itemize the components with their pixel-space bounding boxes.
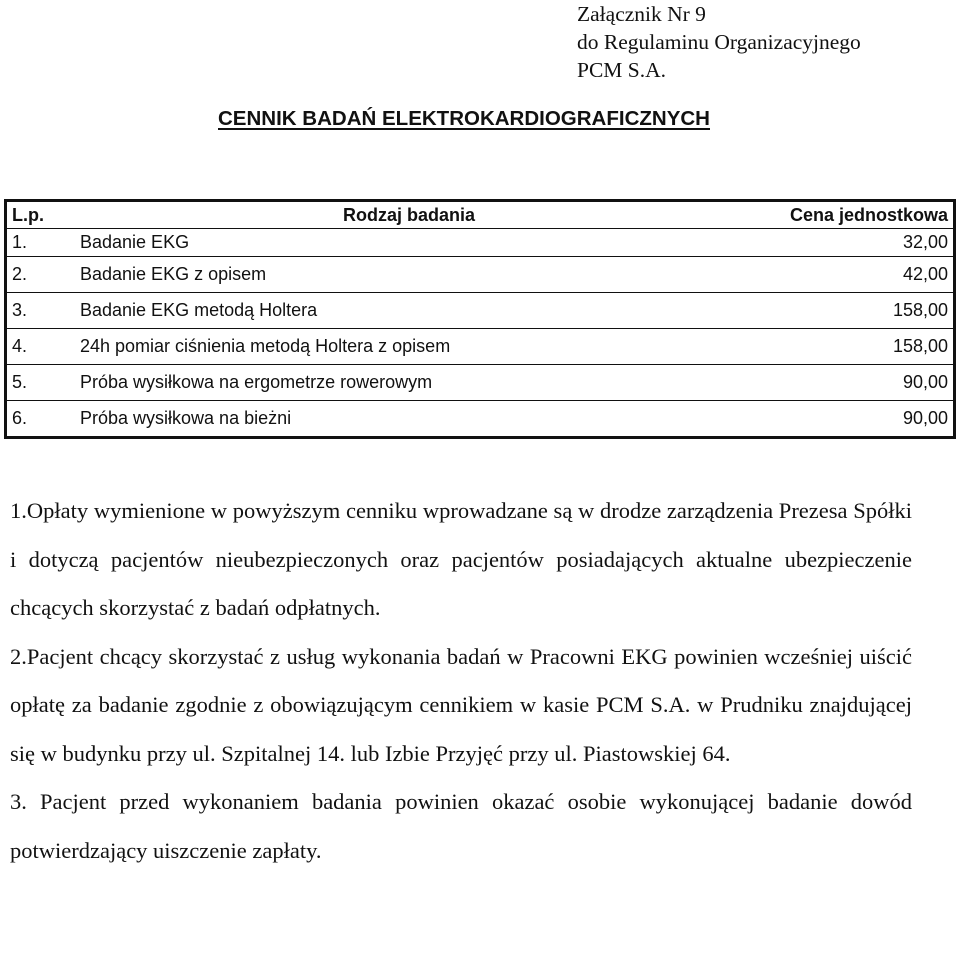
table-row — [6, 329, 955, 365]
header-unit-price: Cena jednostkowa — [743, 201, 955, 229]
row-exam-name: Próba wysiłkowa na ergometrze rowerowym — [75, 365, 743, 401]
page-title: CENNIK BADAŃ ELEKTROKARDIOGRAFICZNYCH — [218, 107, 710, 130]
annex-regulation: do Regulaminu Organizacyjnego — [577, 30, 861, 54]
annex-header — [577, 0, 861, 84]
table-row — [6, 401, 955, 438]
table-header-row — [6, 201, 955, 229]
table-row — [6, 293, 955, 329]
note-paragraph: 3. Pacjent przed wykonaniem badania powinien okazać osobie wykonującej badanie dowód potwierdzający uiszczenie zapłaty. — [10, 789, 912, 863]
row-lp: 2. — [6, 257, 76, 293]
table-row — [6, 257, 955, 293]
notes-section — [10, 487, 912, 875]
table-row — [6, 365, 955, 401]
table-row — [6, 229, 955, 257]
note-paragraph: 2.Pacjent chcący skorzystać z usług wykonania badań w Pracowni EKG powinien wcześniej uiścić opłatę za badanie zgodnie z obowiązującym cennikiem w kasie PCM S.A. w Prudniku znajdującej się w budynku przy ul. Szpitalnej 14. lub Izbie Przyjęć przy ul. Piastowskiej 64. — [10, 643, 912, 766]
row-exam-name: Próba wysiłkowa na bieżni — [75, 401, 743, 438]
row-price: 32,00 — [902, 232, 948, 252]
note-paragraph: 1.Opłaty wymienione w powyższym cenniku wprowadzane są w drodze zarządzenia Prezesa Spółki i dotyczą pacjentów nieubezpieczonych oraz pacjentów posiadających aktualne ubezpieczenie chcących skorzystać z badań odpłatnych. — [10, 498, 912, 620]
row-lp: 1. — [12, 232, 28, 252]
row-price: 90,00 — [743, 365, 955, 401]
row-exam-name: 24h pomiar ciśnienia metodą Holtera z opisem — [75, 329, 743, 365]
row-exam-name: Badanie EKG — [80, 232, 190, 252]
row-price: 42,00 — [743, 257, 955, 293]
row-exam-name: Badanie EKG metodą Holtera — [75, 293, 743, 329]
row-price: 158,00 — [743, 293, 955, 329]
row-lp: 5. — [6, 365, 76, 401]
row-lp: 3. — [6, 293, 76, 329]
annex-number: Załącznik Nr 9 — [577, 2, 706, 26]
row-lp: 4. — [6, 329, 76, 365]
annex-company: PCM S.A. — [577, 58, 667, 82]
row-price: 158,00 — [743, 329, 955, 365]
row-exam-name: Badanie EKG z opisem — [75, 257, 743, 293]
header-exam-type: Rodzaj badania — [75, 201, 743, 229]
row-lp: 6. — [6, 401, 76, 438]
row-price: 90,00 — [743, 401, 955, 438]
header-lp: L.p. — [6, 201, 76, 229]
price-table — [4, 199, 956, 439]
